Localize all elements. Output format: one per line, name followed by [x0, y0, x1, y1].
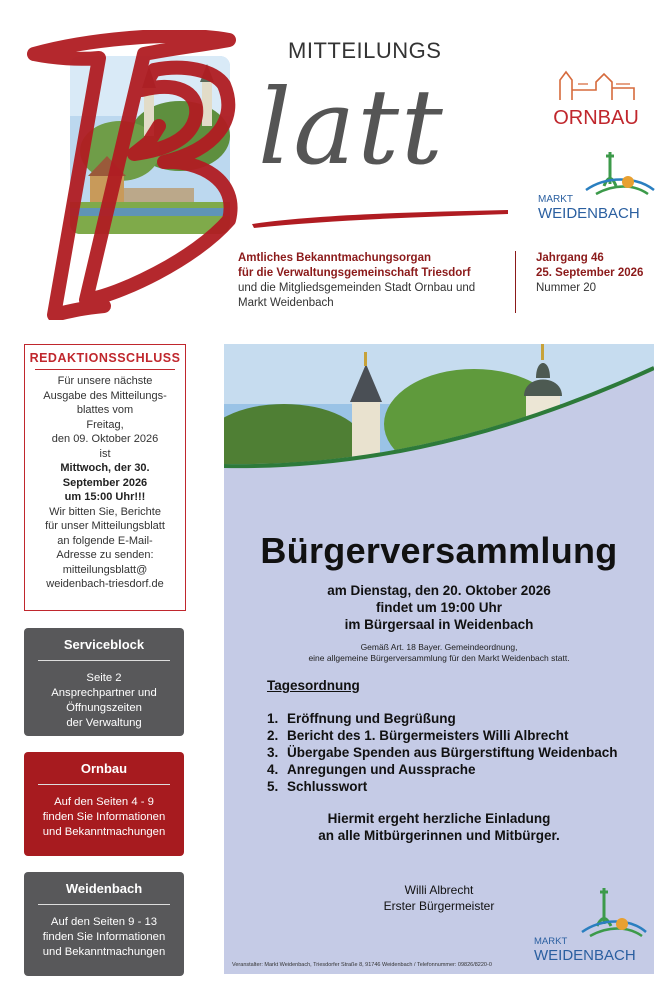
redaktionsschluss-box	[24, 344, 186, 611]
masthead-divider	[515, 251, 516, 313]
deadline-line: September 2026	[62, 476, 148, 489]
legal-note: eine allgemeine Bürgerversammlung für den Markt Weidenbach statt.	[308, 653, 570, 663]
poster-title: Bürgerversammlung	[260, 530, 618, 571]
email-line[interactable]: mitteilungsblatt@	[62, 563, 148, 576]
text-line: Wir bitten Sie, Berichte	[49, 505, 161, 518]
invitation-line: an alle Mitbürgerinnen und Mitbürger.	[318, 828, 560, 843]
divider	[38, 660, 170, 661]
weidenbach-title: Weidenbach	[65, 881, 143, 896]
agenda-item: 2. Bericht des 1. Bürgermeisters Willi Albrecht	[267, 728, 569, 743]
divider	[38, 784, 170, 785]
text-line: Freitag,	[86, 418, 124, 431]
ornbau-logo-text: ORNBAU	[553, 107, 639, 129]
weidenbach-logo	[530, 884, 648, 964]
redaktionsschluss-title: REDAKTIONSSCHLUSS	[29, 351, 181, 365]
issue-volume: Jahrgang 46	[536, 252, 604, 264]
email-line[interactable]: weidenbach-triesdorf.de	[46, 578, 164, 590]
deadline-line: Mittwoch, der 30.	[60, 462, 150, 474]
weidenbach-logo-big: WEIDENBACH	[538, 205, 640, 222]
text-line: Seite 2	[86, 672, 122, 684]
text-line: für unser Mitteilungsblatt	[45, 520, 165, 532]
serviceblock-title: Serviceblock	[63, 637, 145, 652]
serviceblock-box[interactable]	[24, 628, 184, 736]
divider	[38, 904, 170, 905]
agenda-item: 5. Schlusswort	[267, 779, 368, 794]
divider	[35, 369, 175, 370]
ornbau-logo	[538, 60, 654, 132]
text-line: ist	[99, 447, 111, 460]
poster-logo-small: MARKT	[534, 936, 568, 947]
agenda-item: 3. Übergabe Spenden aus Bürgerstiftung Weidenbach	[267, 745, 618, 760]
event-date: am Dienstag, den 20. Oktober 2026	[327, 583, 551, 598]
agenda-item: 1. Eröffnung und Begrüßung	[267, 711, 456, 726]
issue-number: Nummer 20	[536, 282, 597, 294]
ornbau-box[interactable]	[24, 752, 184, 856]
text-line: der Verwaltung	[66, 717, 142, 729]
masthead-swoosh	[250, 208, 510, 230]
text-line: Auf den Seiten 4 - 9	[54, 796, 154, 808]
text-line: finden Sie Informationen	[42, 931, 166, 943]
deadline-line: um 15:00 Uhr!!!	[64, 491, 146, 503]
legal-note: Gemäß Art. 18 Bayer. Gemeindeordnung,	[360, 642, 518, 652]
event-location: im Bürgersaal in Weidenbach	[344, 617, 534, 632]
agenda-title: Tagesordnung	[267, 678, 360, 693]
buergerversammlung-poster	[224, 344, 654, 974]
poster-photo	[224, 344, 654, 484]
text-line: Öffnungszeiten	[66, 702, 142, 714]
masthead-subtitle	[238, 251, 510, 311]
signatory-name: Willi Albrecht	[404, 883, 474, 897]
blatt-b-logo	[24, 30, 264, 320]
org-line-2: für die Verwaltungsgemeinschaft Triesdorf	[238, 267, 471, 279]
text-line: blattes vom	[76, 404, 134, 416]
signatory-role: Erster Bürgermeister	[383, 899, 495, 913]
text-line: finden Sie Informationen	[42, 811, 166, 823]
weidenbach-box[interactable]	[24, 872, 184, 976]
masthead-wordmark: latt	[258, 66, 445, 188]
org-line-4: Markt Weidenbach	[238, 297, 334, 309]
text-line: Ansprechpartner und	[51, 687, 157, 699]
text-line: den 09. Oktober 2026	[51, 433, 159, 445]
text-line: Ausgabe des Mitteilungs-	[43, 389, 167, 402]
text-line: und Bekanntmachungen	[42, 946, 166, 958]
masthead-title: MITTEILUNGS	[288, 38, 442, 63]
org-line-1: Amtliches Bekanntmachungsorgan	[238, 252, 431, 264]
weidenbach-logo	[536, 146, 656, 222]
text-line: Für unsere nächste	[57, 375, 153, 387]
agenda-list	[267, 710, 618, 795]
issue-date: 25. September 2026	[536, 267, 644, 279]
text-line: und Bekanntmachungen	[42, 826, 166, 838]
weidenbach-logo-small: MARKT	[538, 194, 573, 205]
org-line-3: und die Mitgliedsgemeinden Stadt Ornbau und	[238, 282, 476, 294]
agenda-item: 4. Anregungen und Aussprache	[267, 762, 476, 777]
poster-logo-big: WEIDENBACH	[534, 947, 636, 964]
event-time: findet um 19:00 Uhr	[375, 600, 503, 615]
invitation-line: Hiermit ergeht herzliche Einladung	[327, 811, 551, 826]
poster-footer: Veranstalter: Markt Weidenbach, Triesdorfer Straße 8, 91746 Weidenbach / Telefonnummer: 09826/8220-0	[232, 962, 492, 968]
text-line: an folgende E-Mail-	[57, 534, 153, 547]
text-line: Auf den Seiten 9 - 13	[50, 916, 158, 928]
issue-info	[536, 251, 666, 296]
ornbau-title: Ornbau	[80, 761, 128, 776]
text-line: Adresse zu senden:	[56, 549, 154, 561]
